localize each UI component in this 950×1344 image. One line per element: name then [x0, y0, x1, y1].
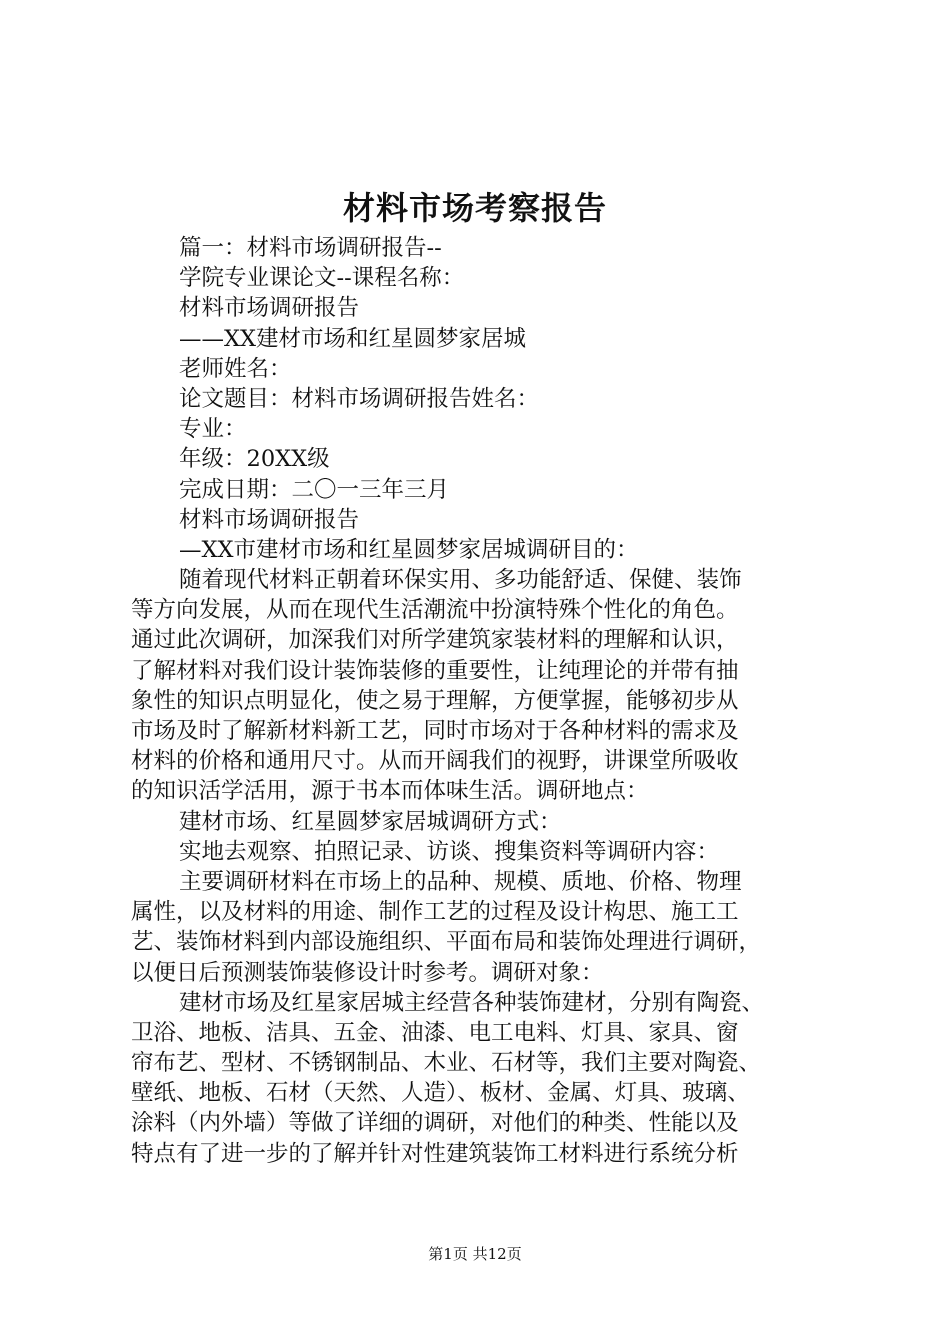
text-line: 艺、装饰材料到内部设施组织、平面布局和装饰处理进行调研， — [131, 929, 762, 956]
text-line: 材料市场调研报告 — [179, 506, 360, 533]
text-line: 特点有了进一步的了解并针对性建筑装饰工材料进行系统分析 — [131, 1140, 739, 1167]
text-line: 完成日期：二〇一三年三月 — [179, 476, 450, 503]
text-line: 了解材料对我们设计装饰装修的重要性，让纯理论的并带有抽 — [131, 657, 739, 684]
text-line: 年级：20XX级 — [179, 446, 330, 473]
text-line: —XX市建材市场和红星圆梦家居城调研目的： — [179, 536, 639, 563]
text-line: 材料市场调研报告 — [179, 295, 360, 322]
text-line: 属性，以及材料的用途、制作工艺的过程及设计构思、施工工 — [131, 899, 739, 926]
text-line: 随着现代材料正朝着环保实用、多功能舒适、保健、装饰 — [179, 567, 742, 594]
text-line: ——XX建材市场和红星圆梦家居城 — [179, 325, 527, 352]
text-line: 市场及时了解新材料新工艺，同时市场对于各种材料的需求及 — [131, 718, 739, 744]
text-line: 建材市场、红星圆梦家居城调研方式： — [179, 808, 562, 835]
text-line: 壁纸、地板、石材（天然、人造）、板材、金属、灯具、玻璃、 — [131, 1080, 750, 1107]
text-line: 专业： — [179, 416, 247, 443]
text-line: 主要调研材料在市场上的品种、规模、质地、价格、物理 — [179, 868, 742, 895]
text-line: 通过此次调研，加深我们对所学建筑家装材料的理解和认识， — [131, 627, 739, 654]
text-line: 以便日后预测装饰装修设计时参考。调研对象： — [131, 959, 604, 986]
text-line: 卫浴、地板、洁具、五金、油漆、电工电料、灯具、家具、窗 — [131, 1019, 739, 1046]
page-footer: 第1页 共12页 — [428, 1245, 522, 1263]
text-line: 学院专业课论文--课程名称： — [179, 265, 465, 292]
document-body — [131, 233, 851, 1169]
text-line: 帘布艺、型材、不锈钢制品、木业、石材等，我们主要对陶瓷、 — [131, 1050, 762, 1077]
text-line: 涂料（内外墙）等做了详细的调研，对他们的种类、性能以及 — [131, 1110, 739, 1137]
text-line: 材料的价格和通用尺寸。从而开阔我们的视野，讲课堂所吸收 — [131, 748, 739, 775]
text-line: 老师姓名： — [179, 355, 292, 382]
text-line: 实地去观察、拍照记录、访谈、搜集资料等调研内容： — [179, 838, 720, 865]
document-title: 材料市场考察报告 — [342, 189, 607, 227]
text-line: 篇一：材料市场调研报告-- — [179, 235, 442, 261]
text-line: 等方向发展，从而在现代生活潮流中扮演特殊个性化的角色。 — [131, 597, 739, 624]
text-line: 象性的知识点明显化，使之易于理解，方便掌握，能够初步从 — [131, 687, 739, 714]
text-line: 论文题目：材料市场调研报告姓名： — [179, 385, 540, 412]
text-line: 建材市场及红星家居城主经营各种装饰建材，分别有陶瓷、 — [179, 989, 765, 1016]
text-line: 的知识活学活用，源于书本而体味生活。调研地点： — [131, 778, 649, 805]
